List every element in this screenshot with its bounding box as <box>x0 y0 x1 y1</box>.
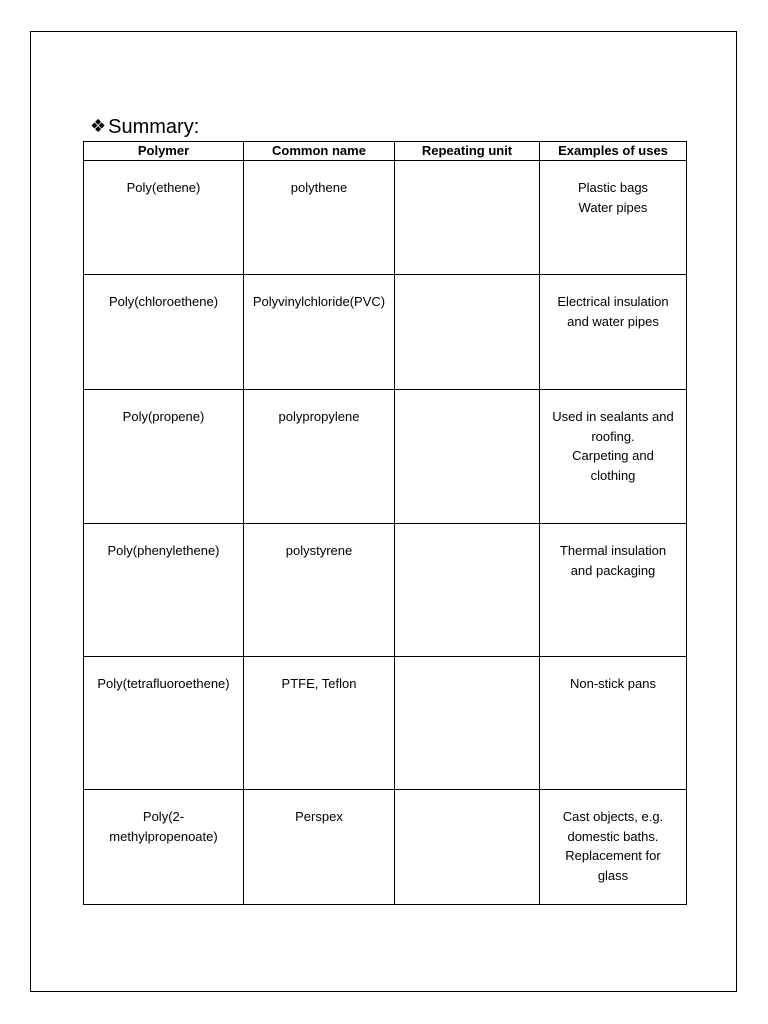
polymer-cell: Poly(propene) <box>84 390 244 524</box>
repeating-unit-cell <box>395 524 540 657</box>
repeating-unit-cell <box>395 161 540 275</box>
summary-heading-text: Summary: <box>108 116 200 138</box>
table-row <box>84 390 687 524</box>
polymer-cell: Poly(tetrafluoroethene) <box>84 657 244 790</box>
diamond-bullet-icon: ❖ <box>90 116 107 137</box>
uses-cell: Electrical insulation and water pipes <box>540 275 687 390</box>
common-name-cell: PTFE, Teflon <box>244 657 395 790</box>
polymer-cell: Poly(chloroethene) <box>84 275 244 390</box>
table-header-row <box>84 142 687 161</box>
table-row <box>84 275 687 390</box>
table-row <box>84 657 687 790</box>
uses-cell: Used in sealants and roofing. Carpeting and clothing <box>540 390 687 524</box>
table-row <box>84 790 687 905</box>
common-name-cell: polythene <box>244 161 395 275</box>
header-examples-of-uses: Examples of uses <box>540 142 687 161</box>
polymer-cell: Poly(ethene) <box>84 161 244 275</box>
summary-heading <box>90 114 199 140</box>
repeating-unit-cell <box>395 390 540 524</box>
polymer-summary-table <box>83 141 687 905</box>
uses-cell: Plastic bags Water pipes <box>540 161 687 275</box>
repeating-unit-cell <box>395 657 540 790</box>
common-name-cell: polystyrene <box>244 524 395 657</box>
repeating-unit-cell <box>395 790 540 905</box>
polymer-cell: Poly(phenylethene) <box>84 524 244 657</box>
header-polymer: Polymer <box>84 142 244 161</box>
header-common-name: Common name <box>244 142 395 161</box>
common-name-cell: polypropylene <box>244 390 395 524</box>
uses-cell: Cast objects, e.g. domestic baths. Replacement for glass <box>540 790 687 905</box>
polymer-cell: Poly(2- methylpropenoate) <box>84 790 244 905</box>
header-repeating-unit: Repeating unit <box>395 142 540 161</box>
common-name-cell: Polyvinylchloride(PVC) <box>244 275 395 390</box>
repeating-unit-cell <box>395 275 540 390</box>
uses-cell: Thermal insulation and packaging <box>540 524 687 657</box>
common-name-cell: Perspex <box>244 790 395 905</box>
uses-cell: Non-stick pans <box>540 657 687 790</box>
table-row <box>84 161 687 275</box>
table-row <box>84 524 687 657</box>
